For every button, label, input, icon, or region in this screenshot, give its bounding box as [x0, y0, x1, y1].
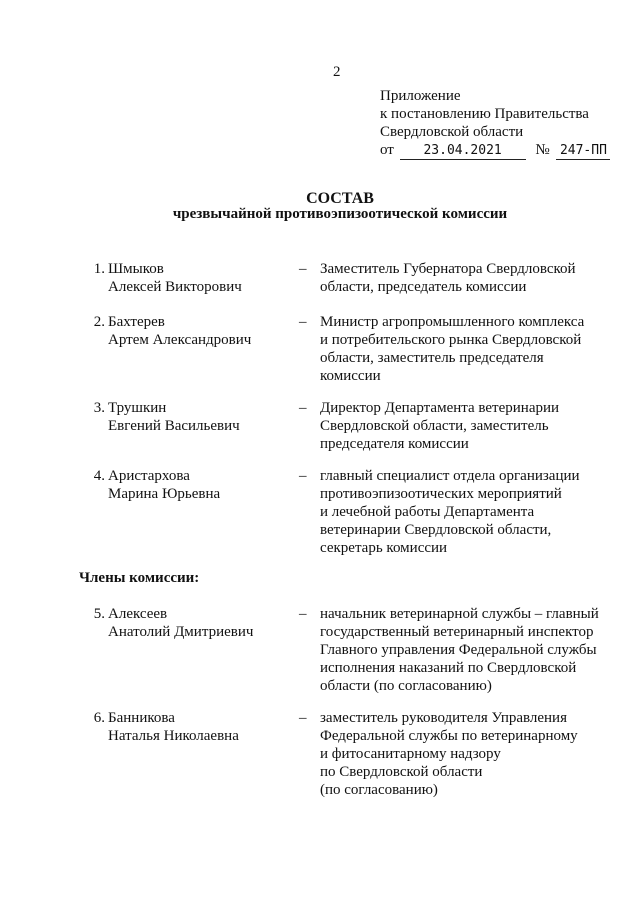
entry-name — [108, 709, 298, 745]
position-line: Заместитель Губернатора Свердловской — [320, 261, 576, 277]
entry-dash: – — [299, 261, 307, 277]
entry-surname: Шмыков — [108, 261, 164, 277]
members-heading: Члены комиссии: — [79, 570, 200, 586]
position-line: Главного управления Федеральной службы — [320, 642, 597, 658]
number-sign: № — [535, 142, 550, 158]
position-line: области, заместитель председателя — [320, 350, 544, 366]
position-line: Свердловской области, заместитель — [320, 418, 549, 434]
position-line: по Свердловской области — [320, 764, 483, 780]
entry-name — [108, 313, 298, 349]
entry-given-name: Евгений Васильевич — [108, 418, 240, 434]
entry-number: 4. — [93, 468, 105, 484]
entry-position — [320, 709, 610, 799]
entry-position — [320, 467, 610, 557]
position-line: секретарь комиссии — [320, 540, 448, 556]
position-line: государственный ветеринарный инспектор — [320, 624, 594, 640]
entry-name — [108, 467, 298, 503]
appendix-line-1: Приложение — [380, 88, 461, 104]
document-subtitle: чрезвычайной противоэпизоотической комиссии — [172, 206, 508, 222]
entry-number: 6. — [93, 710, 105, 726]
entry-number: 2. — [93, 314, 105, 330]
entry-given-name: Марина Юрьевна — [108, 486, 221, 502]
entry-name — [108, 399, 298, 435]
entry-dash: – — [299, 400, 307, 416]
entry-surname: Аристархова — [108, 468, 190, 484]
position-line: главный специалист отдела организации — [320, 468, 580, 484]
position-line: ветеринарии Свердловской области, — [320, 522, 552, 538]
position-line: и фитосанитарному надзору — [320, 746, 501, 762]
entry-position — [320, 605, 610, 695]
position-line: комиссии — [320, 368, 381, 384]
entry-dash: – — [299, 606, 307, 622]
position-line: Директор Департамента ветеринарии — [320, 400, 560, 416]
entry-surname: Алексеев — [108, 606, 168, 622]
appendix-line-2: к постановлению Правительства — [380, 106, 589, 122]
position-line: противоэпизоотических мероприятий — [320, 486, 562, 502]
position-line: (по согласованию) — [320, 782, 438, 798]
entry-number: 1. — [93, 261, 105, 277]
entry-position — [320, 399, 610, 453]
decree-date: 23.04.2021 — [400, 143, 526, 160]
position-line: и потребительского рынка Свердловской — [320, 332, 582, 348]
appendix-date-row — [380, 141, 610, 160]
entry-number: 3. — [93, 400, 105, 416]
appendix-line-3: Свердловской области — [380, 124, 524, 140]
entry-name — [108, 260, 298, 296]
entry-name — [108, 605, 298, 641]
document-title: СОСТАВ — [306, 190, 374, 207]
position-line: и лечебной работы Департамента — [320, 504, 535, 520]
entry-surname: Бахтерев — [108, 314, 165, 330]
entry-surname: Банникова — [108, 710, 175, 726]
entry-position — [320, 260, 610, 296]
entry-given-name: Алексей Викторович — [108, 279, 242, 295]
position-line: заместитель руководителя Управления — [320, 710, 567, 726]
position-line: области (по согласованию) — [320, 678, 492, 694]
entry-dash: – — [299, 314, 307, 330]
position-line: Министр агропромышленного комплекса — [320, 314, 585, 330]
position-line: Федеральной службы по ветеринарному — [320, 728, 578, 744]
appendix-header — [380, 87, 610, 160]
page-number: 2 — [333, 64, 341, 80]
entry-dash: – — [299, 468, 307, 484]
entry-number: 5. — [93, 606, 105, 622]
entry-given-name: Наталья Николаевна — [108, 728, 239, 744]
position-line: председателя комиссии — [320, 436, 469, 452]
entry-dash: – — [299, 710, 307, 726]
entry-given-name: Анатолий Дмитриевич — [108, 624, 254, 640]
entry-given-name: Артем Александрович — [108, 332, 252, 348]
position-line: области, председатель комиссии — [320, 279, 527, 295]
position-line: начальник ветеринарной службы – главный — [320, 606, 599, 622]
entry-position — [320, 313, 610, 385]
date-prefix: от — [380, 142, 394, 158]
position-line: исполнения наказаний по Свердловской — [320, 660, 577, 676]
entry-surname: Трушкин — [108, 400, 167, 416]
decree-number: 247-ПП — [556, 143, 610, 160]
